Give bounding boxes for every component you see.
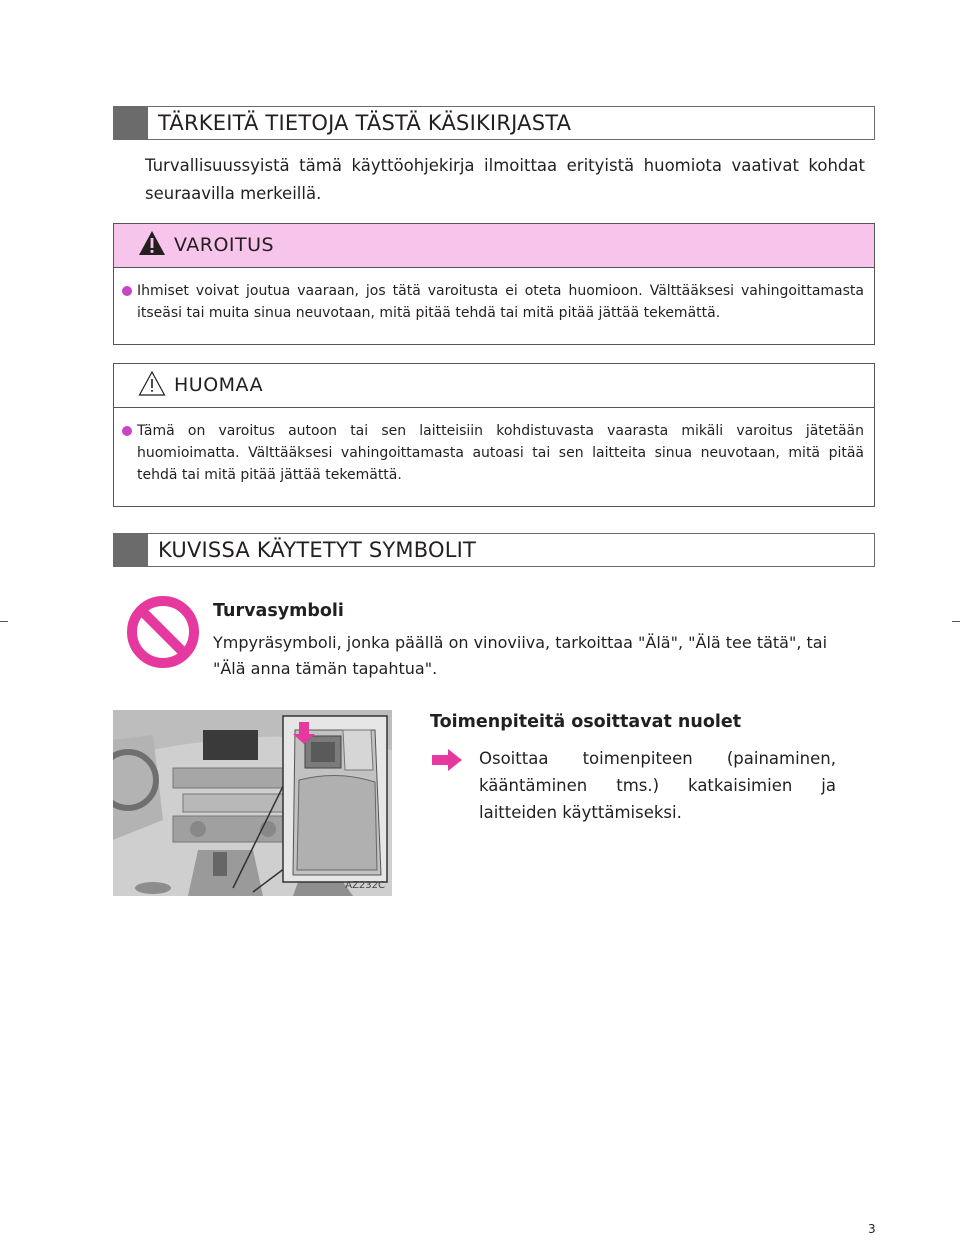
section-header-tab bbox=[114, 107, 148, 139]
warning-label: VAROITUS bbox=[174, 234, 275, 256]
warning-text: Ihmiset voivat joutua vaaraan, jos tätä varoitusta ei oteta huomioon. Välttääksesi vahingoittamasta itseäsi tai muita sinua neuvotaan, mitä pitää tehdä tai mitä pitää jättää tekemättä. bbox=[137, 283, 864, 321]
section-header-important-info bbox=[113, 106, 875, 140]
notice-box bbox=[113, 363, 875, 507]
car-interior-image bbox=[113, 710, 392, 896]
figure-code: AZ232C bbox=[345, 880, 385, 891]
dashboard-illustration bbox=[113, 710, 392, 896]
notice-label: HUOMAA bbox=[174, 374, 264, 396]
prohibition-icon bbox=[126, 595, 200, 669]
warning-header bbox=[114, 224, 874, 268]
notice-header bbox=[114, 364, 874, 408]
section-header-tab bbox=[114, 534, 148, 566]
notice-body bbox=[114, 408, 874, 496]
section-header-symbols bbox=[113, 533, 875, 567]
bullet-icon bbox=[122, 286, 132, 296]
safety-symbol-title: Turvasymboli bbox=[213, 601, 344, 621]
safety-symbol-text: Ympyräsymboli, jonka päällä on vinoviiva, tarkoittaa "Älä", "Älä tee tätä", tai "Älä anna tämän tapahtua". bbox=[213, 633, 828, 678]
caution-triangle-icon bbox=[138, 369, 166, 397]
warning-triangle-icon bbox=[138, 229, 166, 257]
section-title: KUVISSA KÄYTETYT SYMBOLIT bbox=[158, 538, 477, 562]
page-number: 3 bbox=[868, 1222, 876, 1236]
section-title: TÄRKEITÄ TIETOJA TÄSTÄ KÄSIKIRJASTA bbox=[158, 111, 572, 135]
bullet-icon bbox=[122, 426, 132, 436]
intro-paragraph: Turvallisuussyistä tämä käyttöohjekirja ilmoittaa erityistä huomiota vaativat kohdat seuraavilla merkeillä. bbox=[145, 156, 865, 203]
action-arrow-icon bbox=[432, 749, 462, 771]
crop-mark bbox=[952, 621, 960, 622]
warning-box bbox=[113, 223, 875, 345]
notice-text: Tämä on varoitus autoon tai sen laitteisiin kohdistuvasta vaarasta mikäli varoitus jätetään huomioimatta. Välttääksesi vahingoittamasta autoasi tai sen laitteita sinua neuvotaan, mitä pitää tehdä tai mitä pitää jättää tekemättä. bbox=[137, 423, 864, 483]
crop-mark bbox=[0, 621, 8, 622]
arrows-title: Toimenpiteitä osoittavat nuolet bbox=[430, 712, 742, 732]
arrows-text: Osoittaa toimenpiteen (painaminen, kääntäminen tms.) katkaisimien ja laitteiden käyttämiseksi. bbox=[479, 749, 836, 822]
warning-body bbox=[114, 268, 874, 334]
